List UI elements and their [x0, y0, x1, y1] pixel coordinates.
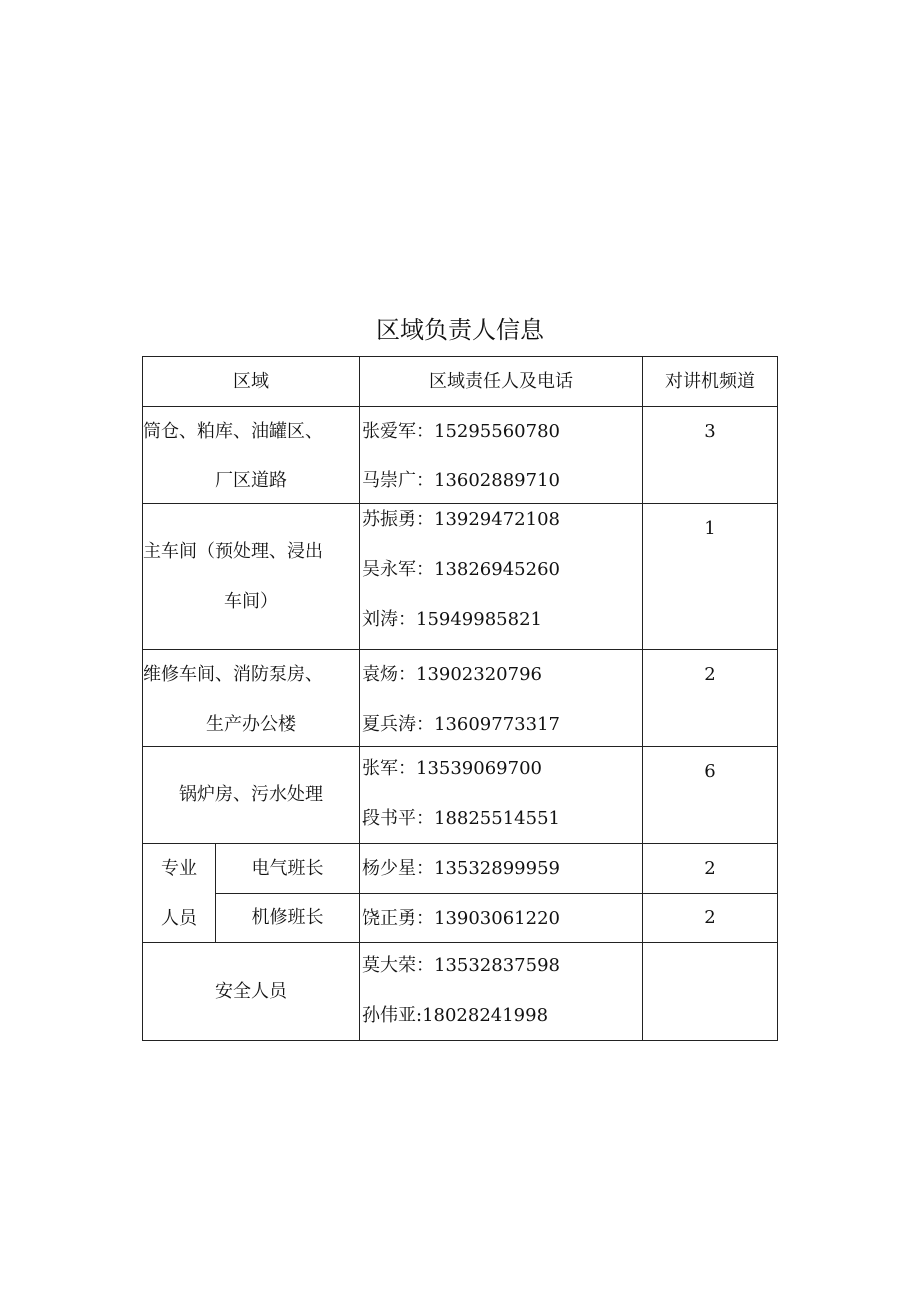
role-cell: 机修班长 [216, 894, 360, 943]
area-cell [143, 504, 360, 650]
group-line: 人员 [161, 908, 197, 929]
contact-entry: 段书平：18825514551 [362, 808, 560, 829]
area-cell [143, 650, 360, 747]
channel-cell: 3 [643, 407, 778, 504]
contact-entry: 孙伟亚:18028241998 [362, 1005, 549, 1026]
contact-cell [360, 650, 643, 747]
area-line: 车间） [224, 591, 278, 612]
contact-cell [360, 894, 643, 943]
area-line: 生产办公楼 [206, 714, 296, 735]
contact-entry: 莫大荣：13532837598 [362, 955, 560, 976]
area-line: 维修车间、消防泵房、 [143, 664, 323, 685]
group-cell [143, 844, 216, 943]
header-contact: 区域责任人及电话 [360, 357, 643, 407]
contact-entry: 张爱军：15295560780 [362, 421, 560, 442]
contact-entry: 饶正勇：13903061220 [362, 908, 560, 929]
role-cell: 电气班长 [216, 844, 360, 894]
area-line: 主车间（预处理、浸出 [143, 541, 323, 562]
responsibility-table [142, 356, 778, 1041]
contact-entry: 杨少星：13532899959 [362, 858, 560, 879]
area-line: 筒仓、粕库、油罐区、 [143, 421, 323, 442]
header-area: 区域 [143, 357, 360, 407]
channel-cell: 2 [643, 650, 778, 747]
contact-cell [360, 407, 643, 504]
channel-cell [643, 943, 778, 1041]
header-channel: 对讲机频道 [643, 357, 778, 407]
area-cell: 安全人员 [143, 943, 360, 1041]
area-line: 厂区道路 [215, 470, 287, 491]
channel-cell: 6 [643, 747, 778, 844]
contact-entry: 马崇广：13602889710 [362, 470, 560, 491]
page-title: 区域负责人信息 [376, 316, 544, 344]
contact-entry: 刘涛：15949985821 [362, 609, 542, 630]
contact-entry: 张军：13539069700 [362, 758, 542, 779]
contact-cell [360, 943, 643, 1041]
channel-cell: 2 [643, 894, 778, 943]
contact-cell [360, 844, 643, 894]
channel-cell: 1 [643, 504, 778, 650]
contact-cell [360, 747, 643, 844]
channel-cell: 2 [643, 844, 778, 894]
area-cell: 锅炉房、污水处理 [143, 747, 360, 844]
contact-entry: 吴永军：13826945260 [362, 559, 560, 580]
contact-entry: 苏振勇：13929472108 [362, 509, 560, 530]
contact-entry: 夏兵涛：13609773317 [362, 714, 560, 735]
contact-cell [360, 504, 643, 650]
group-line: 专业 [161, 858, 197, 879]
contact-entry: 袁炀：13902320796 [362, 664, 542, 685]
area-cell [143, 407, 360, 504]
